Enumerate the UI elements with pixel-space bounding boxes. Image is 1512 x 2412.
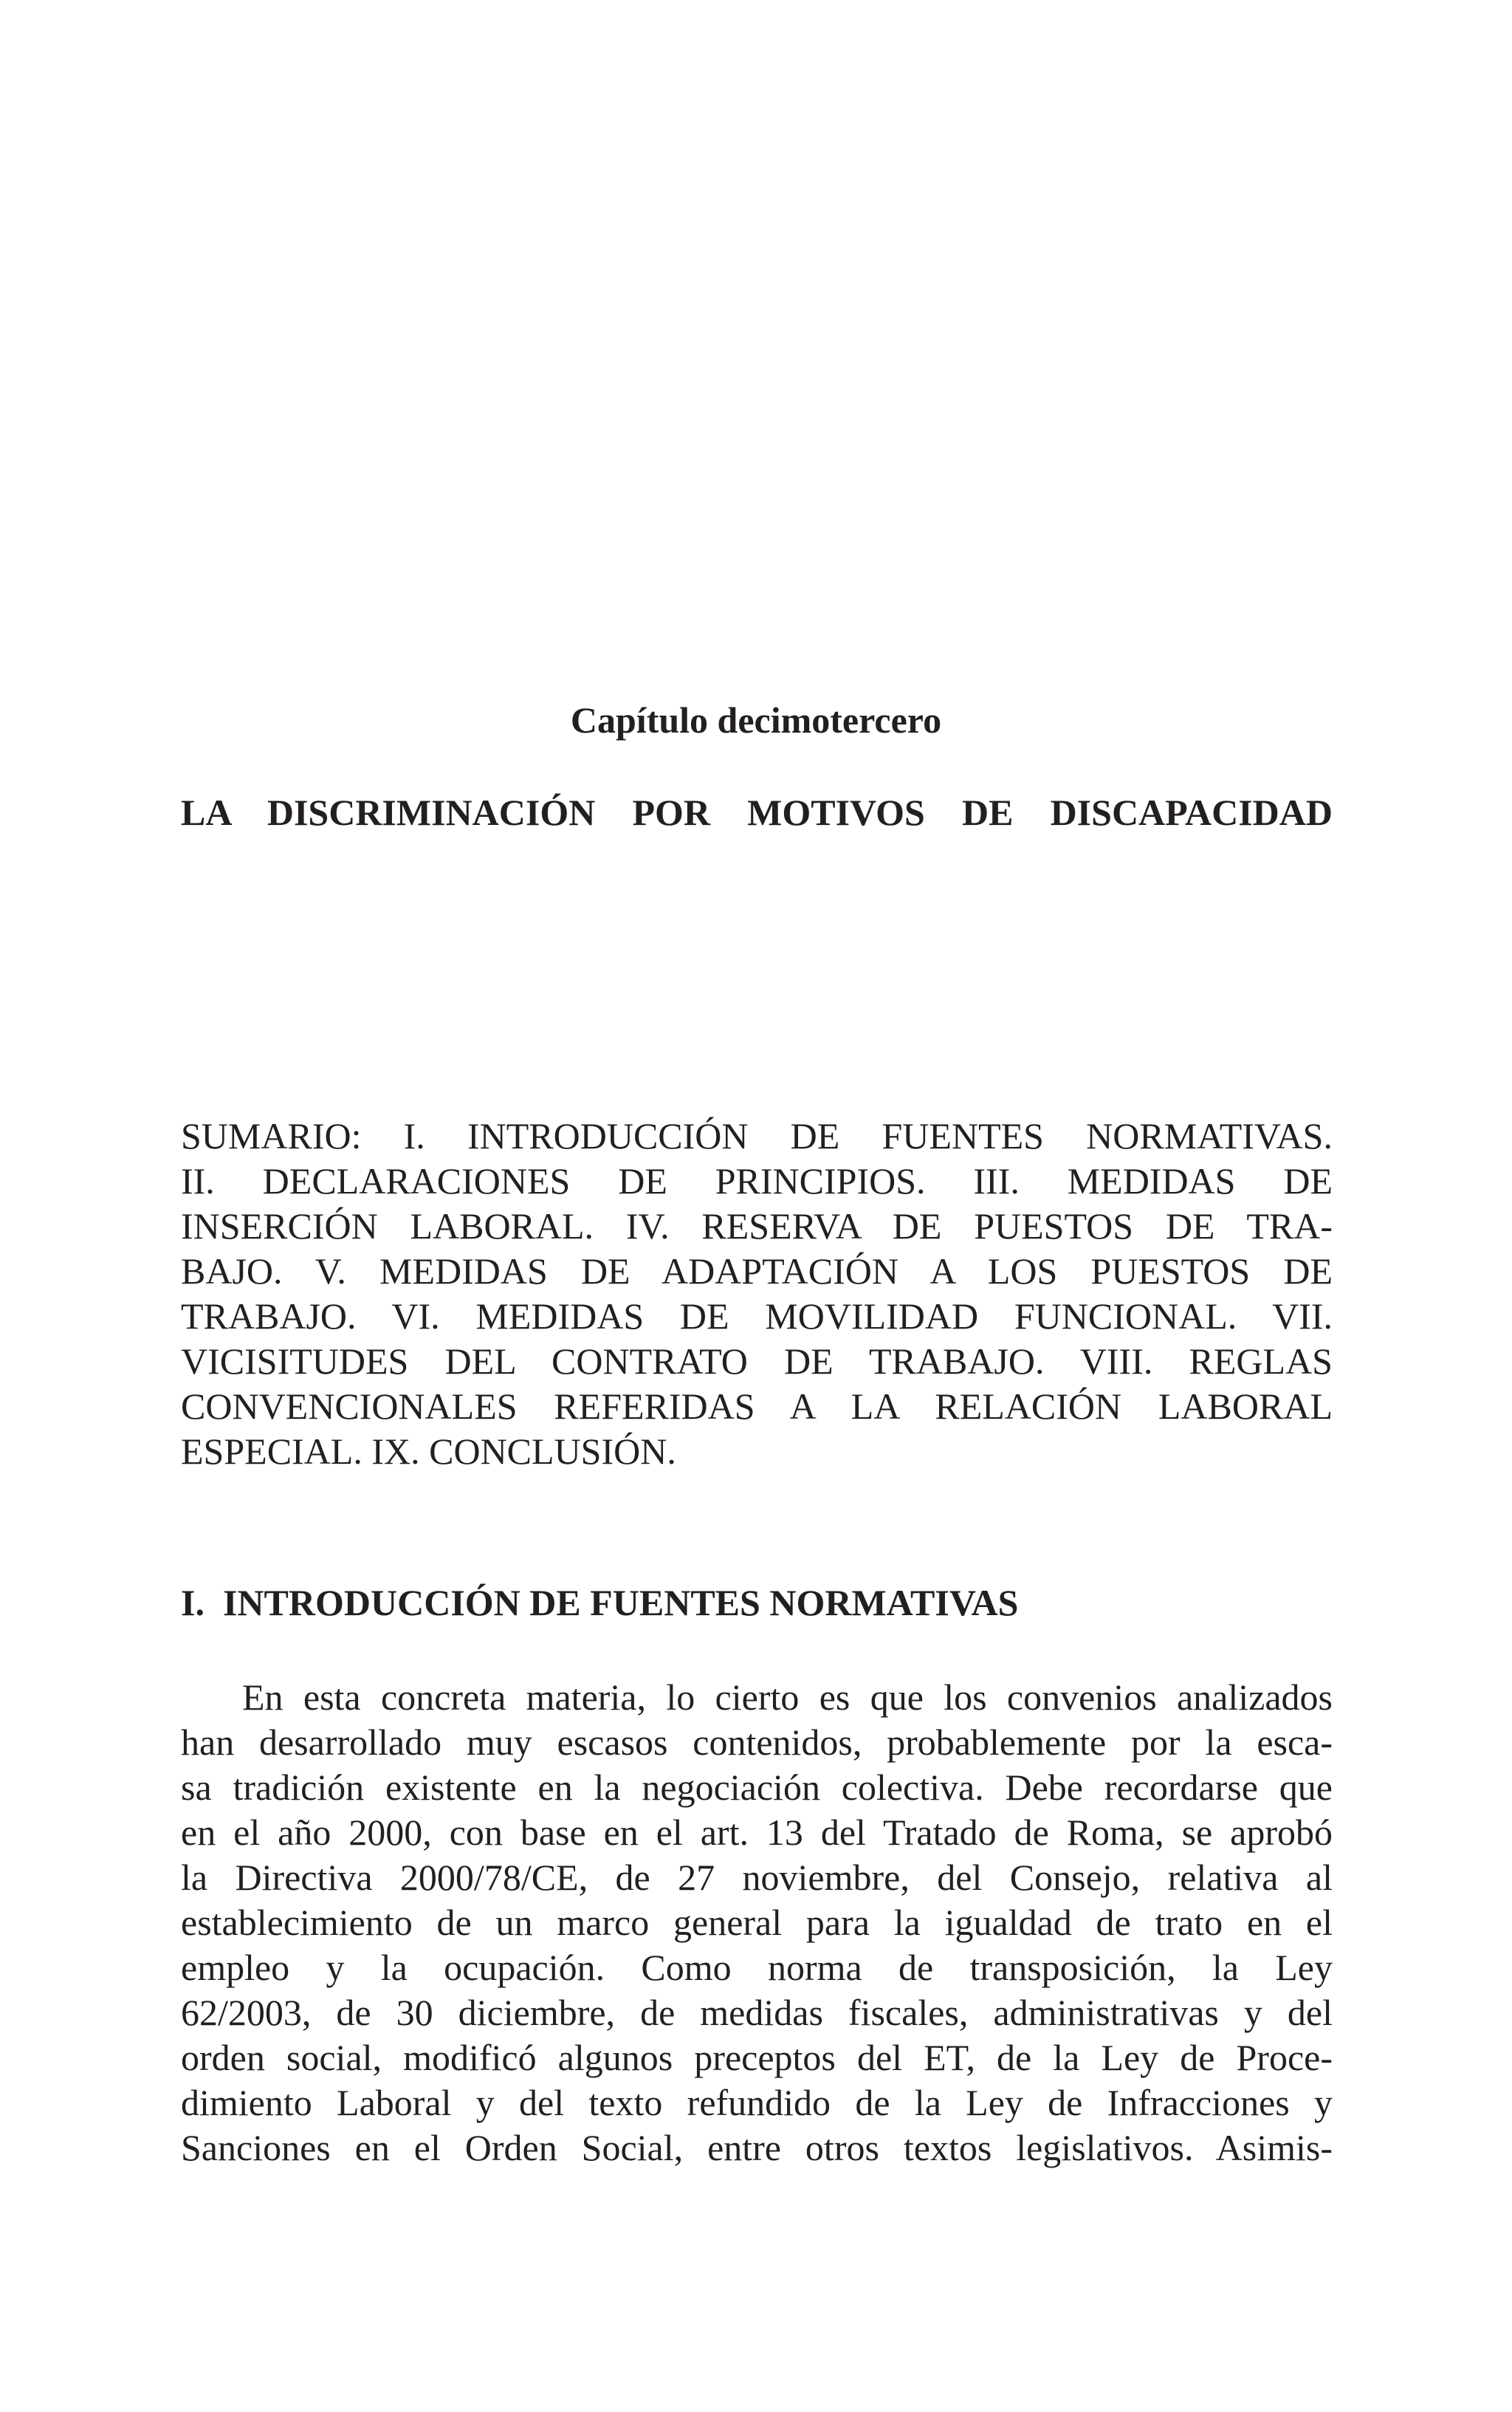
summary-line: TRABAJO. VI. MEDIDAS DE MOVILIDAD FUNCIONAL. VII. <box>181 1295 1333 1337</box>
summary-line: II. DECLARACIONES DE PRINCIPIOS. III. MEDIDAS DE <box>181 1160 1333 1202</box>
paragraph-line: han desarrollado muy escasos contenidos, probablemente por la esca- <box>181 1721 1333 1763</box>
paragraph-line: empleo y la ocupación. Como norma de transposición, la Ley <box>181 1947 1333 1988</box>
paragraph-line: establecimiento de un marco general para la igualdad de trato en el <box>181 1902 1333 1943</box>
section-heading: I. INTRODUCCIÓN DE FUENTES NORMATIVAS <box>181 1582 1019 1623</box>
summary-line: ESPECIAL. IX. CONCLUSIÓN. <box>181 1431 676 1472</box>
paragraph-line: orden social, modificó algunos preceptos del ET, de la Ley de Proce- <box>181 2037 1333 2078</box>
paragraph-line: sa tradición existente en la negociación colectiva. Debe recordarse que <box>181 1767 1333 1808</box>
body-paragraph <box>181 1675 1333 2171</box>
summary-line: INSERCIÓN LABORAL. IV. RESERVA DE PUESTOS DE TRA- <box>181 1205 1333 1247</box>
paragraph-line: dimiento Laboral y del texto refundido de la Ley de Infracciones y <box>181 2082 1333 2123</box>
summary-line: VICISITUDES DEL CONTRATO DE TRABAJO. VIII. REGLAS <box>181 1340 1333 1382</box>
paragraph-line: 62/2003, de 30 diciembre, de medidas fiscales, administrativas y del <box>181 1992 1333 2033</box>
chapter-title: LA DISCRIMINACIÓN POR MOTIVOS DE DISCAPACIDAD <box>181 792 1333 833</box>
chapter-label: Capítulo decimotercero <box>570 699 942 741</box>
chapter-summary <box>181 1114 1333 1474</box>
paragraph-line: en el año 2000, con base en el art. 13 del Tratado de Roma, se aprobó <box>181 1812 1333 1853</box>
summary-line: BAJO. V. MEDIDAS DE ADAPTACIÓN A LOS PUESTOS DE <box>181 1250 1333 1292</box>
summary-line: SUMARIO: I. INTRODUCCIÓN DE FUENTES NORMATIVAS. <box>181 1115 1333 1157</box>
paragraph-line: Sanciones en el Orden Social, entre otros textos legislativos. Asimis- <box>181 2127 1333 2168</box>
summary-line: CONVENCIONALES REFERIDAS A LA RELACIÓN LABORAL <box>181 1385 1333 1427</box>
paragraph-line: En esta concreta materia, lo cierto es que los convenios analizados <box>242 1676 1333 1718</box>
paragraph-line: la Directiva 2000/78/CE, de 27 noviembre, del Consejo, relativa al <box>181 1857 1333 1898</box>
